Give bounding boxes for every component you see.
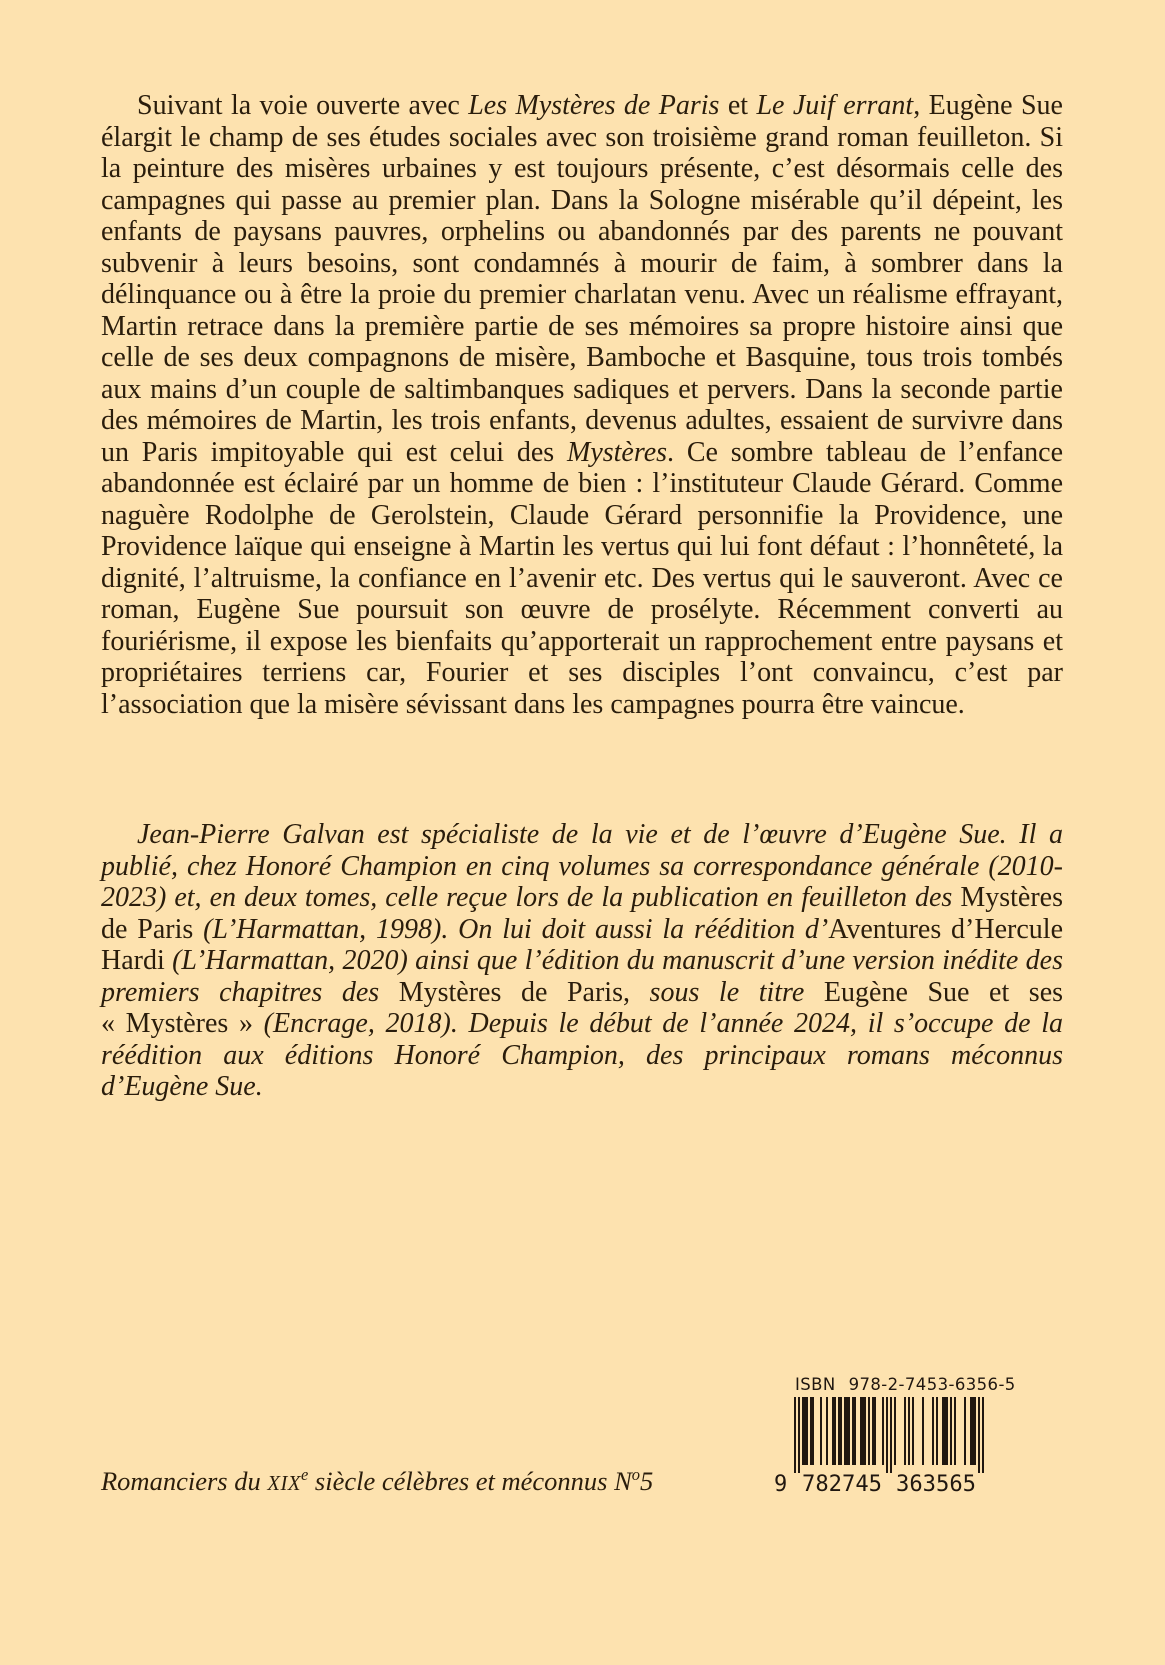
barcode-digit-first: 9 [774,1472,788,1497]
barcode-digits-right: 363565 [896,1472,976,1497]
isbn-line [770,1375,1016,1394]
ean13-barcode [770,1397,1006,1497]
synopsis-paragraph: Suivant la voie ouverte avec Les Mystères de Paris et Le Juif errant, Eugène Sue élargit le champ de ses études sociales avec son troisième grand roman feuilleton. Si la peinture des misères urbaines y est toujours présente, c’est désormais celle des campagnes qui passe au premier plan. Dans la Sologne misérable qu’il dépeint, les enfants de paysans pauvres, orphelins ou abandonnés par des parents ne pouvant subvenir à leurs besoins, sont condamnés à mourir de faim, à sombrer dans la délinquance ou à être la proie du premier charlatan venu. Avec un réalisme effrayant, Martin retrace dans la première partie de ses mémoires sa propre histoire ainsi que celle de ses deux compagnons de misère, Bamboche et Basquine, tous trois tombés aux mains d’un couple de saltimbanques sadiques et pervers. Dans la seconde partie des mémoires de Martin, les trois enfants, devenus adultes, essaient de survivre dans un Paris impitoyable qui est celui des Mystères. Ce sombre tableau de l’enfance abandonnée est éclairé par un homme de bien : l’instituteur Claude Gérard. Comme naguère Rodolphe de Gerolstein, Claude Gérard personnifie la Providence, une Providence laïque qui enseigne à Martin les vertus qui lui font défaut : l’honnêteté, la dignité, l’altruisme, la confiance en l’avenir etc. Des vertus qui le sauveront. Avec ce roman, Eugène Sue poursuit son œuvre de prosélyte. Récemment converti au fouriérisme, il expose les bienfaits qu’apporterait un rapprochement entre paysans et propriétaires terriens car, Fourier et ses disciples l’ont convaincu, c’est par l’association que la misère sévissant dans les campagnes pourra être vaincue. [101,90,1063,720]
back-cover-text [101,90,1063,1103]
isbn-label: ISBN [795,1375,836,1394]
isbn-barcode-block [770,1375,1016,1497]
isbn-number: 978-2-7453-6356-5 [848,1375,1016,1394]
barcode-digits-left: 782745 [802,1472,882,1497]
author-bio-paragraph: Jean-Pierre Galvan est spécialiste de la vie et de l’œuvre d’Eugène Sue. Il a publié, chez Honoré Champion en cinq volumes sa correspondance générale (2010-2023) et, en deux tomes, celle reçue lors de la publication en feuilleton des Mystères de Paris (L’Harmattan, 1998). On lui doit aussi la réédition d’Aventures d’Hercule Hardi (L’Harmattan, 2020) ainsi que l’édition du manuscrit d’une version inédite des premiers chapitres des Mystères de Paris, sous le titre Eugène Sue et ses « Mystères » (Encrage, 2018). Depuis le début de l’année 2024, il s’occupe de la réédition aux éditions Honoré Champion, des principaux romans méconnus d’Eugène Sue. [101,819,1064,1102]
series-label: Romanciers du XIXe siècle célèbres et méconnus $N^o5$ [101,1465,654,1496]
